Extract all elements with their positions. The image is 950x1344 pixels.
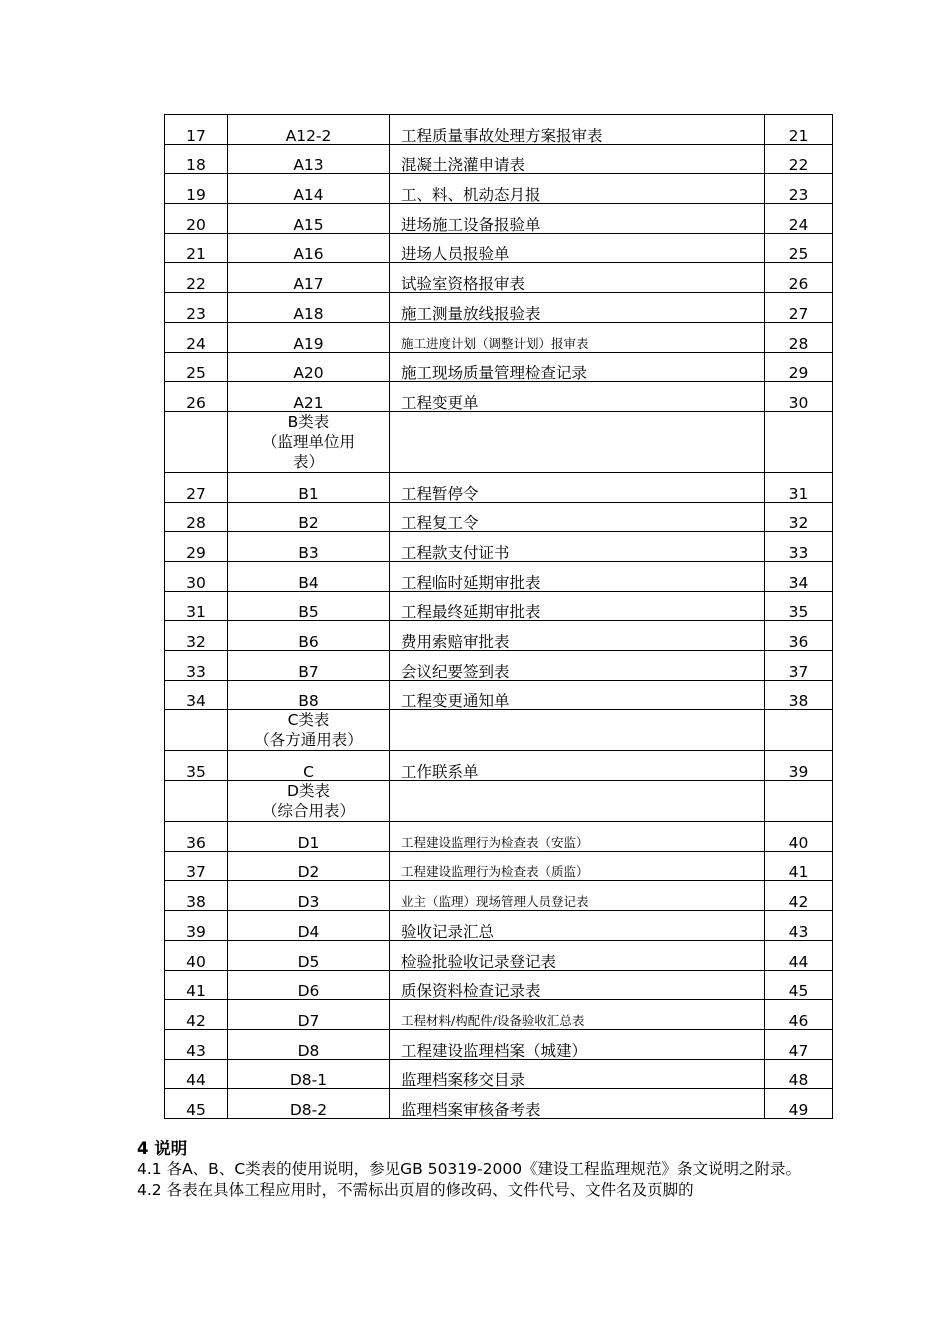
note-4-2: 4.2 各表在具体工程应用时，不需标出页眉的修改码、文件代号、文件名及页脚的 — [137, 1181, 694, 1199]
form-code-cell: D1 — [228, 822, 390, 852]
page-number-cell: 46 — [765, 1000, 833, 1030]
table-row — [165, 532, 833, 562]
group-header-row — [165, 781, 833, 822]
form-name-cell: 工程建设监理行为检查表（质监） — [390, 851, 765, 881]
form-code-cell: A17 — [228, 263, 390, 293]
row-number-cell: 39 — [165, 911, 228, 941]
page-number-cell: 38 — [765, 680, 833, 710]
form-code-cell: B4 — [228, 561, 390, 591]
form-name-cell: 进场施工设备报验单 — [390, 204, 765, 234]
table-row — [165, 472, 833, 502]
form-name-cell: 监理档案移交目录 — [390, 1059, 765, 1089]
table-row — [165, 293, 833, 323]
form-name-cell: 混凝土浇灌申请表 — [390, 144, 765, 174]
row-number-cell: 45 — [165, 1089, 228, 1119]
group-title-line: D类表 — [287, 782, 330, 801]
row-number-cell: 32 — [165, 621, 228, 651]
notes-heading: 4 说明 — [137, 1139, 188, 1158]
page-number-cell: 29 — [765, 352, 833, 382]
page-number-cell: 33 — [765, 532, 833, 562]
form-code-cell: A18 — [228, 293, 390, 323]
form-name-cell: 施工测量放线报验表 — [390, 293, 765, 323]
group-title-cell — [228, 710, 390, 751]
page-number-cell: 23 — [765, 174, 833, 204]
form-code-cell: D8 — [228, 1029, 390, 1059]
group-title-cell — [228, 411, 390, 472]
form-code-cell: A20 — [228, 352, 390, 382]
page-number-cell: 24 — [765, 204, 833, 234]
form-name-cell — [390, 411, 765, 472]
form-name-cell: 工程临时延期审批表 — [390, 561, 765, 591]
row-number-cell: 19 — [165, 174, 228, 204]
row-number-cell: 26 — [165, 382, 228, 412]
form-code-cell: A16 — [228, 233, 390, 263]
row-number-cell: 35 — [165, 751, 228, 781]
table-row — [165, 263, 833, 293]
row-number-cell: 31 — [165, 591, 228, 621]
row-number-cell: 23 — [165, 293, 228, 323]
form-code-cell: D8-1 — [228, 1059, 390, 1089]
page-number-cell: 45 — [765, 970, 833, 1000]
page-number-cell: 41 — [765, 851, 833, 881]
form-name-cell: 业主（监理）现场管理人员登记表 — [390, 881, 765, 911]
page-number-cell — [765, 781, 833, 822]
page-number-cell: 28 — [765, 322, 833, 352]
group-title-cell — [228, 781, 390, 822]
row-number-cell: 27 — [165, 472, 228, 502]
page-number-cell: 39 — [765, 751, 833, 781]
page-number-cell: 37 — [765, 651, 833, 681]
table-row — [165, 502, 833, 532]
page-number-cell: 34 — [765, 561, 833, 591]
form-code-cell: B2 — [228, 502, 390, 532]
form-name-cell: 检验批验收记录登记表 — [390, 940, 765, 970]
form-code-cell: D3 — [228, 881, 390, 911]
table-row — [165, 1089, 833, 1119]
form-code-cell: B5 — [228, 591, 390, 621]
form-name-cell: 工程复工令 — [390, 502, 765, 532]
page-number-cell: 27 — [765, 293, 833, 323]
table-row — [165, 751, 833, 781]
group-header-row — [165, 411, 833, 472]
form-code-cell: D8-2 — [228, 1089, 390, 1119]
page-number-cell: 48 — [765, 1059, 833, 1089]
row-number-cell: 37 — [165, 851, 228, 881]
row-number-cell: 41 — [165, 970, 228, 1000]
form-code-cell: A21 — [228, 382, 390, 412]
table-row — [165, 651, 833, 681]
row-number-cell: 25 — [165, 352, 228, 382]
page-number-cell: 47 — [765, 1029, 833, 1059]
table-row — [165, 174, 833, 204]
page-number-cell: 40 — [765, 822, 833, 852]
page-number-cell: 21 — [765, 115, 833, 145]
form-code-cell: C — [228, 751, 390, 781]
table-row — [165, 115, 833, 145]
row-number-cell: 33 — [165, 651, 228, 681]
form-code-cell: A15 — [228, 204, 390, 234]
group-title-line: B类表 — [287, 412, 330, 431]
row-number-cell: 38 — [165, 881, 228, 911]
form-code-cell: A13 — [228, 144, 390, 174]
table-row — [165, 851, 833, 881]
page-number-cell: 32 — [765, 502, 833, 532]
form-code-cell: B1 — [228, 472, 390, 502]
page-number-cell: 49 — [765, 1089, 833, 1119]
form-name-cell: 工作联系单 — [390, 751, 765, 781]
row-number-cell: 18 — [165, 144, 228, 174]
form-code-cell: B8 — [228, 680, 390, 710]
page-number-cell: 26 — [765, 263, 833, 293]
row-number-cell — [165, 710, 228, 751]
page-number-cell: 44 — [765, 940, 833, 970]
form-name-cell: 工程变更单 — [390, 382, 765, 412]
table-row — [165, 322, 833, 352]
form-code-cell: D2 — [228, 851, 390, 881]
forms-index-table — [164, 114, 833, 1119]
form-name-cell: 工程建设监理行为检查表（安监） — [390, 822, 765, 852]
form-code-cell: D6 — [228, 970, 390, 1000]
form-name-cell: 施工现场质量管理检查记录 — [390, 352, 765, 382]
row-number-cell: 22 — [165, 263, 228, 293]
form-name-cell: 工程材料/构配件/设备验收汇总表 — [390, 1000, 765, 1030]
table-row — [165, 881, 833, 911]
table-row — [165, 352, 833, 382]
row-number-cell: 24 — [165, 322, 228, 352]
table-row — [165, 1059, 833, 1089]
page-number-cell: 42 — [765, 881, 833, 911]
page-number-cell: 25 — [765, 233, 833, 263]
table-row — [165, 382, 833, 412]
row-number-cell: 28 — [165, 502, 228, 532]
page-number-cell: 36 — [765, 621, 833, 651]
form-name-cell — [390, 781, 765, 822]
page-number-cell: 30 — [765, 382, 833, 412]
table-row — [165, 621, 833, 651]
page-number-cell: 31 — [765, 472, 833, 502]
form-name-cell — [390, 710, 765, 751]
row-number-cell: 42 — [165, 1000, 228, 1030]
row-number-cell: 44 — [165, 1059, 228, 1089]
table-row — [165, 591, 833, 621]
group-title-line: （监理单位用 — [261, 432, 355, 451]
form-code-cell: A14 — [228, 174, 390, 204]
row-number-cell: 29 — [165, 532, 228, 562]
group-title-line: 表） — [292, 452, 324, 471]
forms-index-body — [165, 115, 833, 1119]
table-row — [165, 822, 833, 852]
form-name-cell: 进场人员报验单 — [390, 233, 765, 263]
page-number-cell — [765, 411, 833, 472]
form-name-cell: 工程建设监理档案（城建） — [390, 1029, 765, 1059]
form-code-cell: D5 — [228, 940, 390, 970]
row-number-cell: 36 — [165, 822, 228, 852]
row-number-cell: 17 — [165, 115, 228, 145]
table-row — [165, 1029, 833, 1059]
form-name-cell: 工、料、机动态月报 — [390, 174, 765, 204]
row-number-cell: 21 — [165, 233, 228, 263]
form-name-cell: 工程变更通知单 — [390, 680, 765, 710]
row-number-cell — [165, 411, 228, 472]
form-name-cell: 试验室资格报审表 — [390, 263, 765, 293]
table-row — [165, 680, 833, 710]
notes-section — [137, 1138, 857, 1201]
group-title-line: （综合用表） — [261, 802, 355, 821]
form-code-cell: A19 — [228, 322, 390, 352]
form-name-cell: 监理档案审核备考表 — [390, 1089, 765, 1119]
table-row — [165, 204, 833, 234]
table-row — [165, 1000, 833, 1030]
form-name-cell: 会议纪要签到表 — [390, 651, 765, 681]
table-row — [165, 233, 833, 263]
row-number-cell: 40 — [165, 940, 228, 970]
form-name-cell: 工程最终延期审批表 — [390, 591, 765, 621]
row-number-cell: 20 — [165, 204, 228, 234]
page-number-cell — [765, 710, 833, 751]
form-name-cell: 质保资料检查记录表 — [390, 970, 765, 1000]
form-name-cell: 工程款支付证书 — [390, 532, 765, 562]
form-name-cell: 施工进度计划（调整计划）报审表 — [390, 322, 765, 352]
form-code-cell: A12-2 — [228, 115, 390, 145]
page-number-cell: 35 — [765, 591, 833, 621]
form-name-cell: 工程质量事故处理方案报审表 — [390, 115, 765, 145]
page-number-cell: 22 — [765, 144, 833, 174]
table-row — [165, 970, 833, 1000]
form-code-cell: D7 — [228, 1000, 390, 1030]
page-number-cell: 43 — [765, 911, 833, 941]
table-row — [165, 940, 833, 970]
form-code-cell: B3 — [228, 532, 390, 562]
form-code-cell: B7 — [228, 651, 390, 681]
form-name-cell: 验收记录汇总 — [390, 911, 765, 941]
note-4-1: 4.1 各A、B、C类表的使用说明，参见GB 50319-2000《建设工程监理规范》条文说明之附录。 — [137, 1160, 802, 1178]
row-number-cell: 34 — [165, 680, 228, 710]
form-code-cell: D4 — [228, 911, 390, 941]
row-number-cell — [165, 781, 228, 822]
row-number-cell: 30 — [165, 561, 228, 591]
table-row — [165, 144, 833, 174]
form-name-cell: 费用索赔审批表 — [390, 621, 765, 651]
group-title-line: C类表 — [287, 711, 330, 730]
group-header-row — [165, 710, 833, 751]
row-number-cell: 43 — [165, 1029, 228, 1059]
group-title-line: （各方通用表） — [254, 731, 363, 750]
table-row — [165, 561, 833, 591]
table-row — [165, 911, 833, 941]
form-code-cell: B6 — [228, 621, 390, 651]
form-name-cell: 工程暂停令 — [390, 472, 765, 502]
